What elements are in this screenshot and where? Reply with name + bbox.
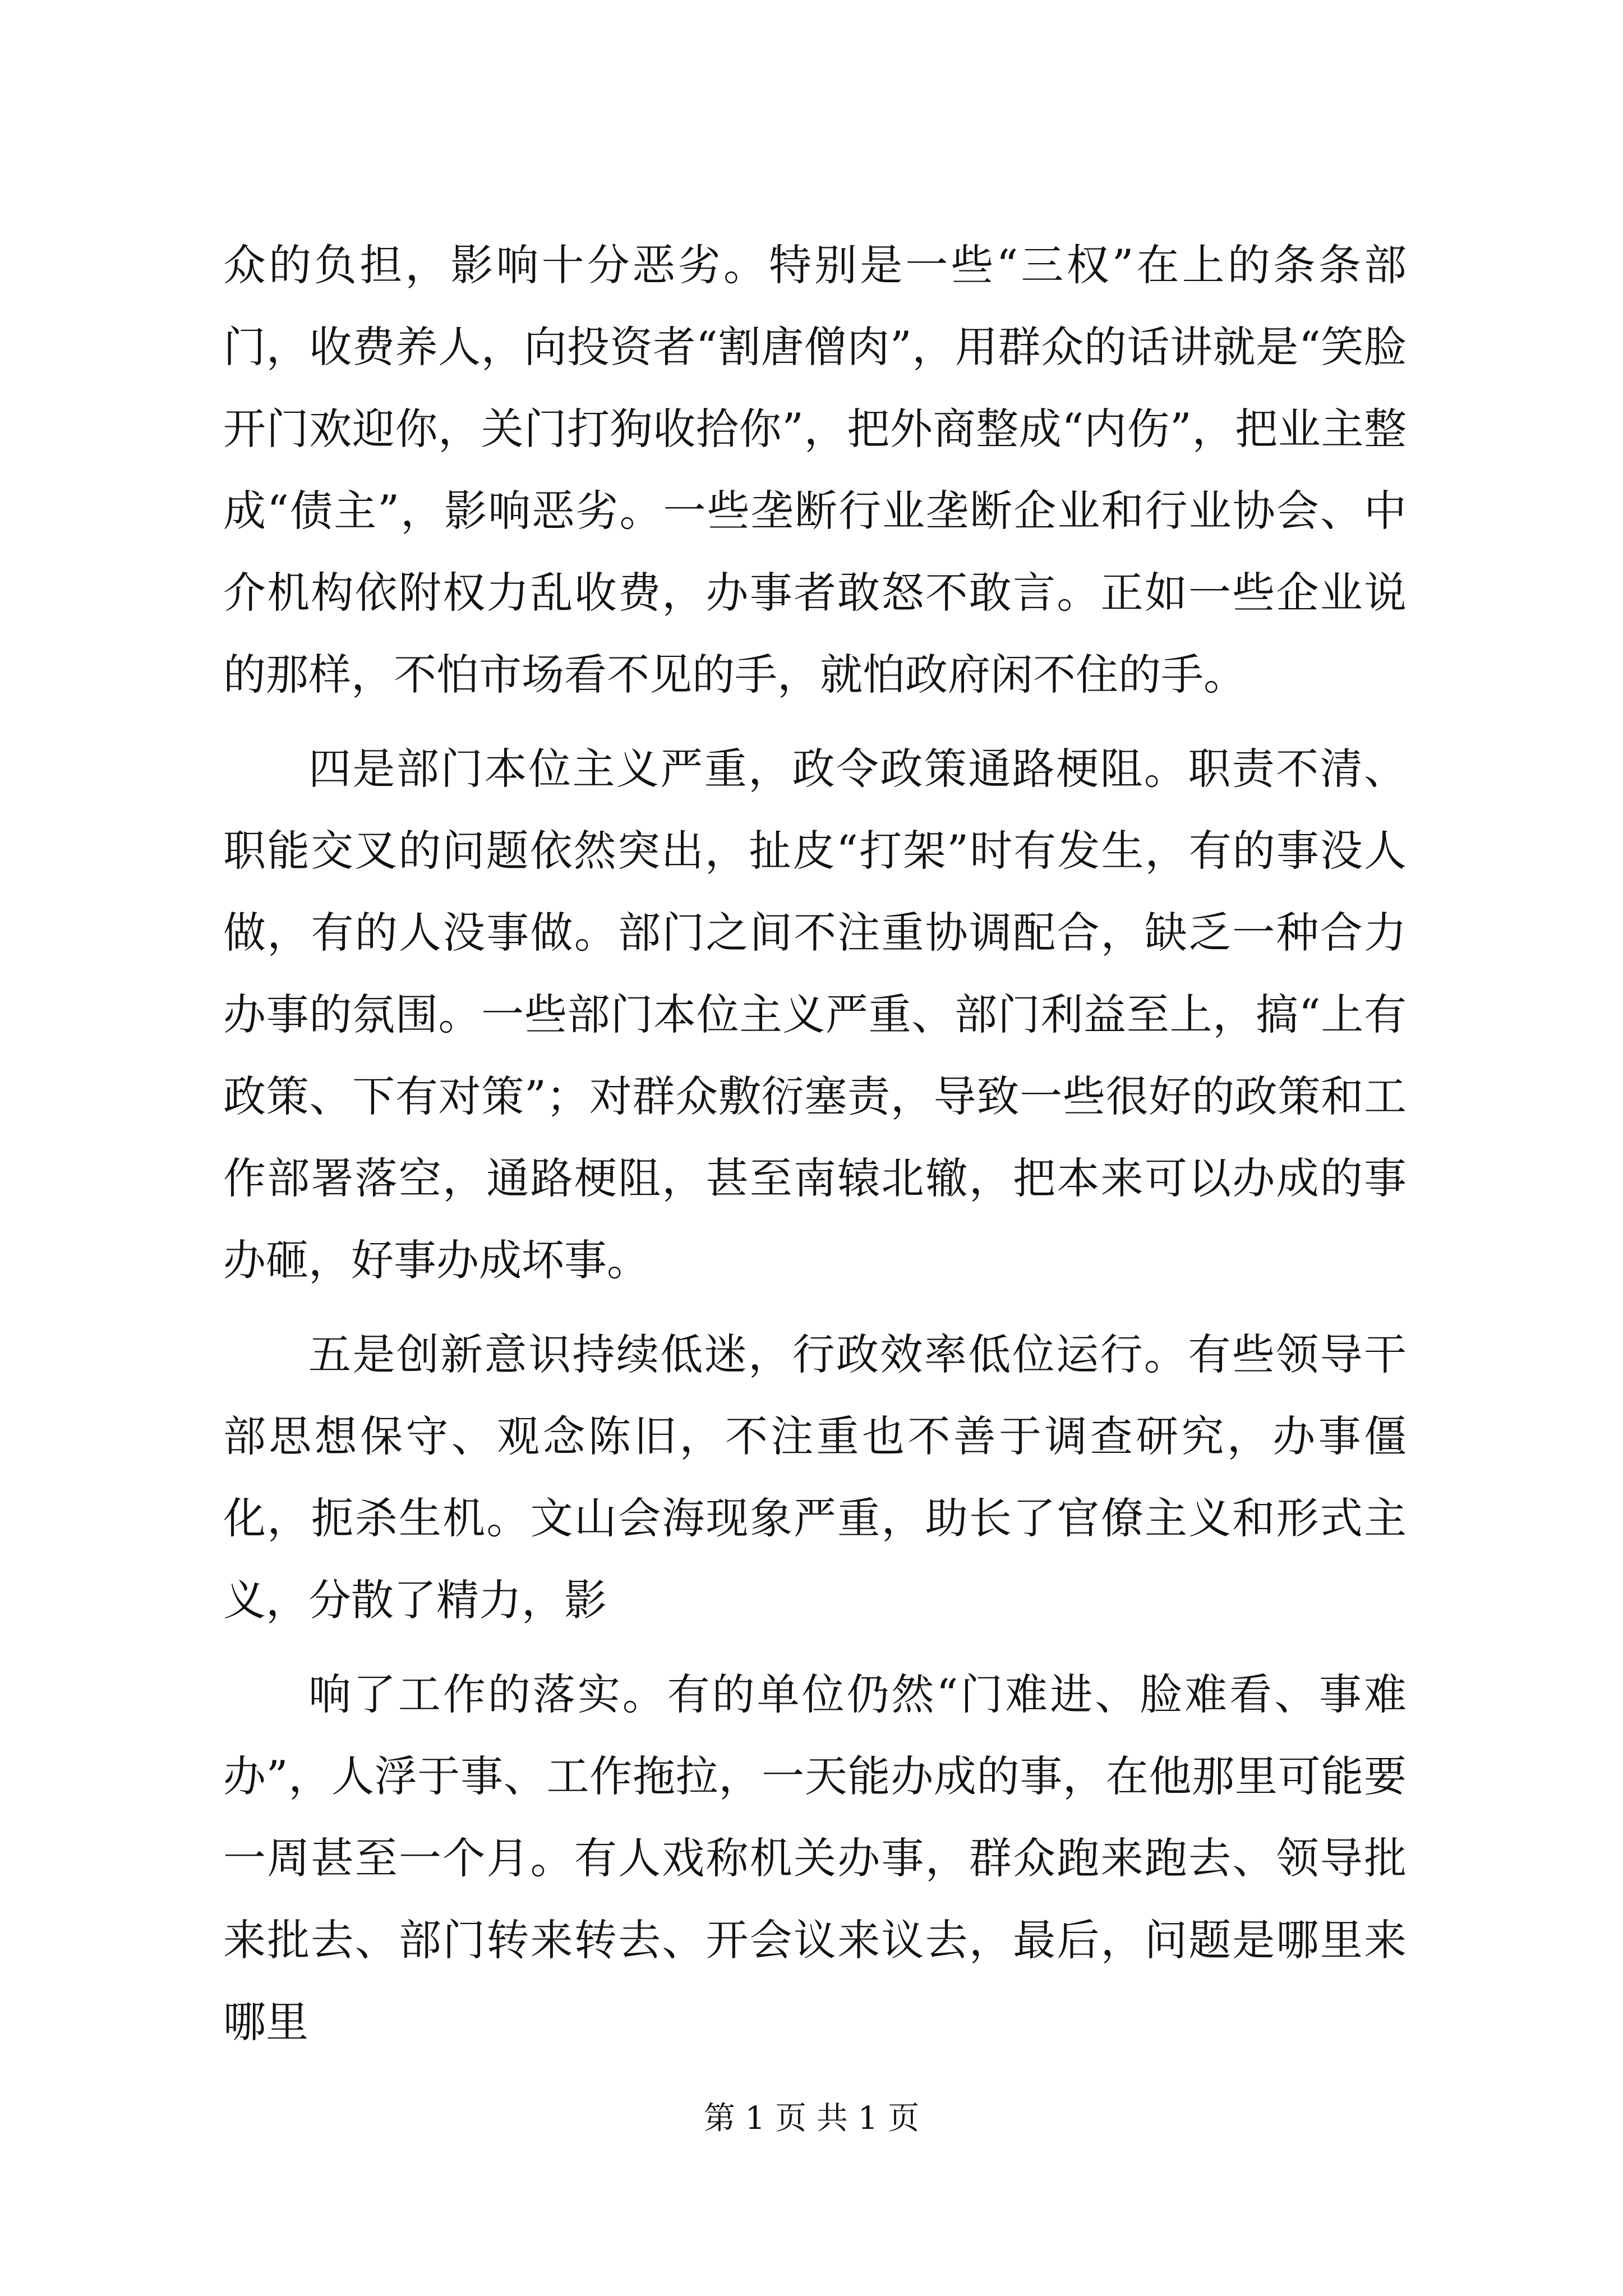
paragraph-4: 响了工作的落实。有的单位仍然“门难进、脸难看、事难办”，人浮于事、工作拖拉，一天能办成的事，在他那里可能要一周甚至一个月。有人戏称机关办事，群众跑来跑去、领导批来批去、部门转来转去、开会议来议去，最后，问题是哪里来哪里 (223, 1669, 1407, 2047)
document-body (223, 224, 1407, 2063)
paragraph-2: 四是部门本位主义严重，政令政策通路梗阻。职责不清、职能交叉的问题依然突出，扯皮“打架”时有发生，有的事没人做，有的人没事做。部门之间不注重协调配合，缺乏一种合力办事的氛围。一些部门本位主义严重、部门利益至上，搞“上有政策、下有对策”；对群众敷衍塞责，导致一些很好的政策和工作部署落空，通路梗阻，甚至南辕北辙，把本来可以办成的事办砸，好事办成坏事。 (223, 744, 1407, 1285)
paragraph-1: 众的负担，影响十分恶劣。特别是一些“三权”在上的条条部门，收费养人，向投资者“割唐僧肉”，用群众的话讲就是“笑脸开门欢迎你，关门打狗收拾你”，把外商整成“内伤”，把业主整成“债主”，影响恶劣。一些垄断行业垄断企业和行业协会、中介机构依附权力乱收费，办事者敢怒不敢言。正如一些企业说的那样，不怕市场看不见的手，就怕政府闲不住的手。 (223, 240, 1407, 700)
page-number-footer: 第 1 页 共 1 页 (703, 2100, 920, 2137)
paragraph-3: 五是创新意识持续低迷，行政效率低位运行。有些领导干部思想保守、观念陈旧，不注重也不善于调查研究，办事僵化，扼杀生机。文山会海现象严重，助长了官僚主义和形式主义，分散了精力，影 (223, 1329, 1407, 1625)
